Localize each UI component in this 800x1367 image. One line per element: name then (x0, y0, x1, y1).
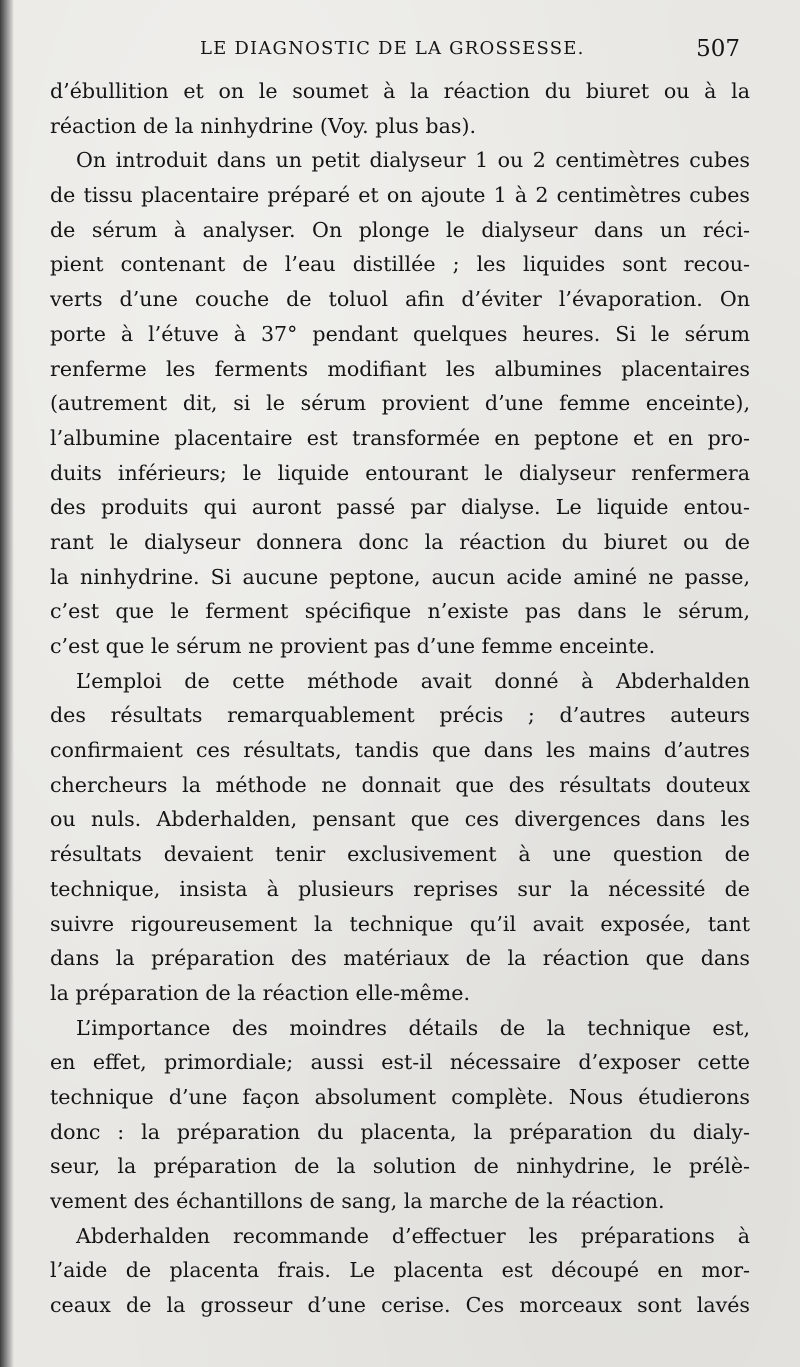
text-line: pient contenant de l’eau distillée ; les liquides sont recou- (50, 252, 750, 277)
page-binding-shadow (0, 0, 14, 1367)
text-line: des produits qui auront passé par dialyse. Le liquide entou- (50, 495, 750, 520)
text-line: des résultats remarquablement précis ; d’autres auteurs (50, 703, 750, 728)
text-line: chercheurs la méthode ne donnait que des résultats douteux (50, 772, 750, 797)
text-line: duits inférieurs; le liquide entourant le dialyseur renfermera (50, 460, 750, 485)
text-line: (autrement dit, si le sérum provient d’une femme enceinte), (50, 391, 750, 416)
text-line: dans la préparation des matériaux de la réaction que dans (50, 946, 750, 971)
text-line: la préparation de la réaction elle-même. (50, 980, 470, 1005)
text-line: vement des échantillons de sang, la marche de la réaction. (50, 1189, 665, 1213)
text-line: Abderhalden recommande d’effectuer les préparations à (76, 1223, 750, 1248)
text-line: L’importance des moindres détails de la technique est, (76, 1015, 750, 1040)
text-line: l’aide de placenta frais. Le placenta est découpé en mor- (50, 1258, 750, 1283)
text-line: ou nuls. Abderhalden, pensant que ces divergences dans les (50, 807, 750, 832)
text-line: réaction de la ninhydrine (Voy. plus bas). (50, 113, 477, 138)
text-line: seur, la préparation de la solution de ninhydrine, le prélè- (50, 1154, 750, 1179)
text-line: c’est que le sérum ne provient pas d’une femme enceinte. (50, 634, 656, 658)
body-text (50, 74, 750, 1323)
text-line: technique d’une façon absolument complète. Nous étudierons (50, 1084, 750, 1109)
text-line: donc : la préparation du placenta, la préparation du dialy- (50, 1119, 750, 1144)
text-line: rant le dialyseur donnera donc la réaction du biuret ou de (50, 529, 750, 554)
text-line: verts d’une couche de toluol afin d’éviter l’évaporation. On (50, 287, 750, 312)
text-line: de sérum à analyser. On plonge le dialyseur dans un réci- (50, 217, 750, 242)
text-line: c’est que le ferment spécifique n’existe pas dans le sérum, (50, 599, 750, 624)
text-line: confirmaient ces résultats, tandis que dans les mains d’autres (50, 738, 750, 763)
text-line: l’albumine placentaire est transformée en peptone et en pro- (50, 425, 750, 450)
text-line: L’emploi de cette méthode avait donné à Abderhalden (76, 668, 750, 693)
text-line: On introduit dans un petit dialyseur 1 ou 2 centimètres cubes (76, 148, 750, 173)
text-line: de tissu placentaire préparé et on ajoute 1 à 2 centimètres cubes (50, 183, 750, 208)
text-line: la ninhydrine. Si aucune peptone, aucun acide aminé ne passe, (50, 564, 750, 589)
text-line: résultats devaient tenir exclusivement à une question de (50, 842, 750, 867)
text-line: en effet, primordiale; aussi est-il nécessaire d’exposer cette (50, 1050, 750, 1075)
page-number: 507 (696, 36, 740, 62)
text-line: d’ébullition et on le soumet à la réaction du biuret ou à la (50, 79, 750, 103)
text-line: porte à l’étuve à 37° pendant quelques heures. Si le sérum (50, 321, 750, 346)
running-head: LE DIAGNOSTIC DE LA GROSSESSE. (200, 38, 585, 59)
page-header (50, 36, 750, 66)
text-line: renferme les ferments modifiant les albumines placentaires (50, 356, 750, 381)
text-line: technique, insista à plusieurs reprises sur la nécessité de (50, 876, 750, 901)
text-line: ceaux de la grosseur d’une cerise. Ces morceaux sont lavés (50, 1293, 750, 1318)
text-line: suivre rigoureusement la technique qu’il avait exposée, tant (50, 911, 750, 936)
